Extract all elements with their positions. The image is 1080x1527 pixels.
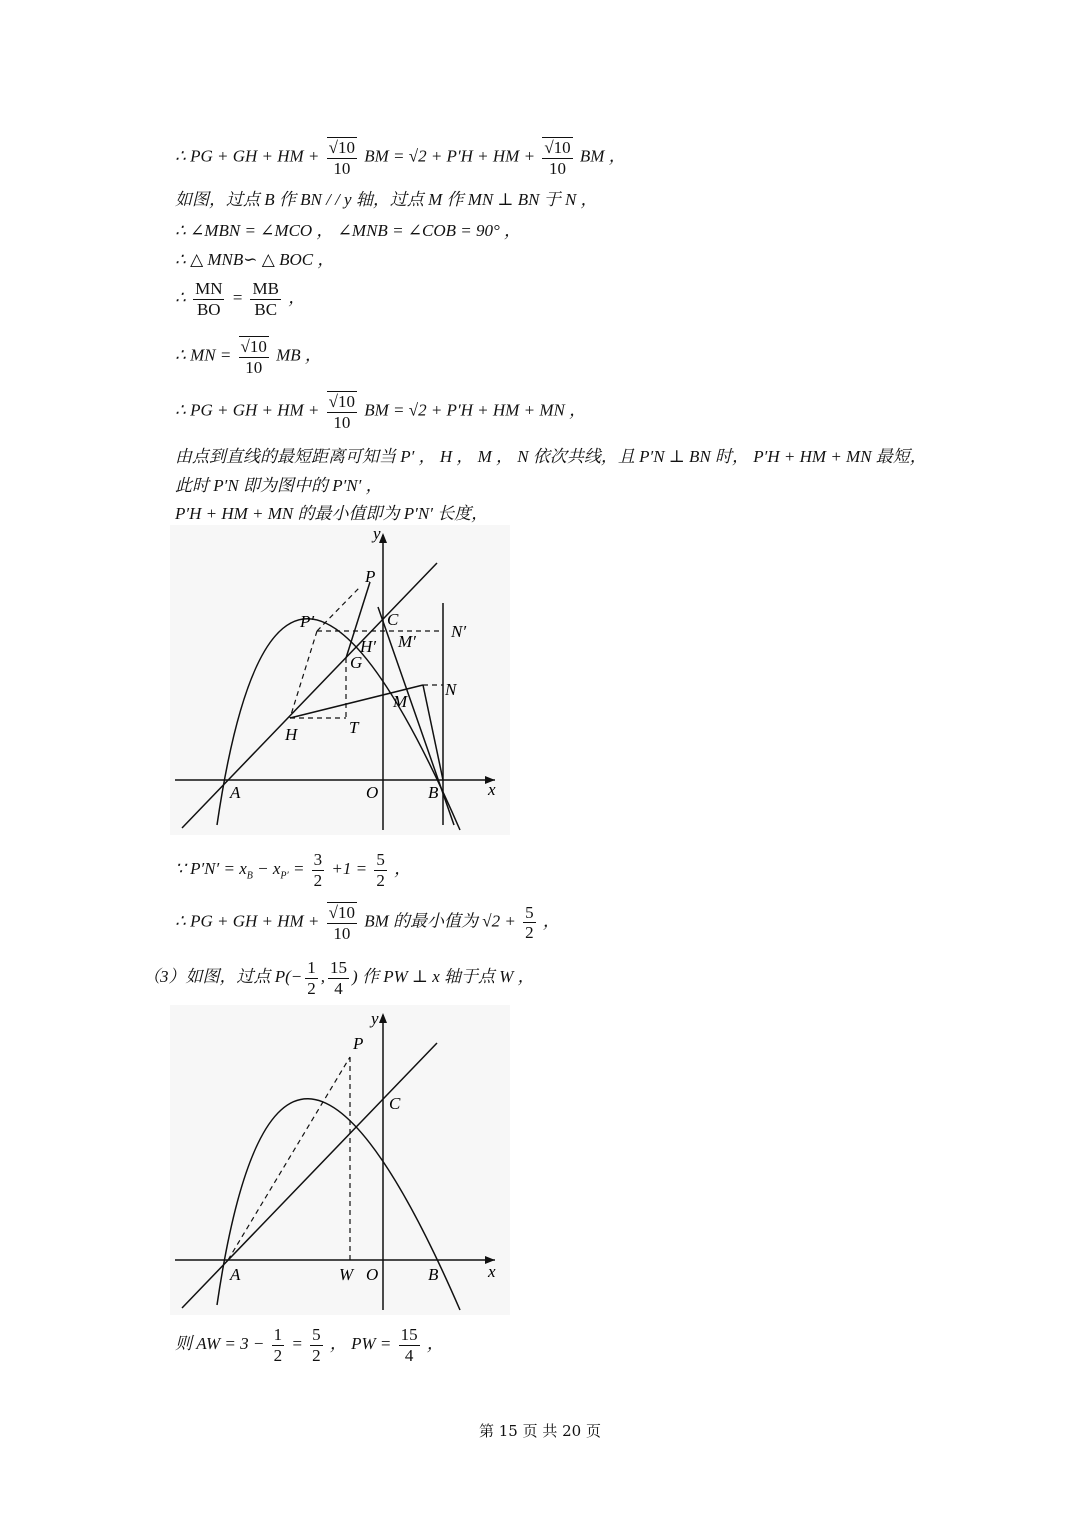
- fraction: [239, 336, 269, 377]
- label-C: C: [387, 610, 399, 629]
- text: ，: [394, 858, 412, 878]
- text: − x: [252, 858, 281, 878]
- denominator: BC: [254, 299, 278, 319]
- text: =: [231, 287, 244, 307]
- line-13: [143, 958, 535, 998]
- line-4: ∴ △ MNB∽ △ BOC ，: [175, 250, 335, 269]
- text: （3）如图，过点 P(−: [143, 966, 303, 986]
- page-footer: 第 15 页 共 20 页: [478, 1422, 601, 1440]
- denominator: 2: [376, 870, 385, 890]
- fraction: [542, 137, 572, 178]
- text: ∴: [175, 287, 186, 307]
- fraction: [305, 958, 318, 998]
- denominator: 10: [333, 158, 351, 178]
- numerator: 5: [376, 850, 385, 869]
- fraction: [250, 279, 280, 319]
- text: BM = √2 + P′H + HM + MN ，: [364, 400, 587, 420]
- line-7: [175, 391, 586, 432]
- figure-1: [170, 525, 510, 835]
- denominator: 10: [245, 357, 263, 377]
- numerator: √10: [328, 138, 355, 157]
- line-12: [175, 902, 560, 943]
- line-8: 由点到直线的最短距离可知当 P′ ， H ， M ， N 依次共线，且 P′N ⊥ BN 时， P′H + HM + MN 最短，: [175, 447, 927, 466]
- label-P: P: [365, 567, 376, 586]
- label-y: y: [371, 1009, 379, 1028]
- label-O: O: [366, 783, 379, 802]
- label-Mprime: M′: [398, 632, 416, 651]
- line-11: [175, 850, 411, 890]
- fraction: [310, 1325, 323, 1365]
- text: BM = √2 + P′H + HM +: [364, 146, 536, 166]
- text: ∴ PG + GH + HM +: [175, 146, 320, 166]
- text: ,: [320, 966, 326, 986]
- numerator: √10: [544, 138, 571, 157]
- text: =: [288, 858, 305, 878]
- fraction: [327, 902, 357, 943]
- text: BM 的最小值为 √2 +: [364, 911, 516, 931]
- label-O: O: [366, 1265, 379, 1284]
- fraction: [399, 1325, 420, 1365]
- label-P: P: [353, 1034, 364, 1053]
- fraction: [327, 137, 357, 178]
- numerator: √10: [240, 337, 267, 356]
- line-10: P′H + HM + MN 的最小值即为 P′N′ 长度，: [175, 504, 489, 523]
- text: ∵ P′N′ = x: [175, 858, 247, 878]
- line-5: [175, 279, 305, 319]
- label-G: G: [350, 653, 363, 672]
- line-3: ∴ ∠MBN = ∠MCO ， ∠MNB = ∠COB = 90° ，: [175, 221, 522, 240]
- fraction: [193, 279, 224, 319]
- denominator: 2: [313, 870, 323, 890]
- label-x: x: [488, 780, 496, 799]
- text: 则 AW = 3 −: [175, 1333, 265, 1353]
- text: ， PW =: [329, 1333, 392, 1353]
- text: ∴ MN =: [175, 345, 232, 365]
- text: ∴ PG + GH + HM +: [175, 400, 320, 420]
- label-Hprime: H′: [360, 637, 376, 656]
- label-N: N: [445, 680, 457, 699]
- label-A: A: [230, 1265, 241, 1284]
- fraction: [272, 1325, 285, 1365]
- denominator: 10: [549, 158, 566, 178]
- numerator: 15: [330, 958, 348, 977]
- fraction: [327, 391, 357, 432]
- fraction: [312, 850, 325, 890]
- denominator: 4: [404, 1345, 414, 1365]
- text: BM ，: [579, 146, 626, 166]
- label-A: A: [230, 783, 241, 802]
- label-M: M: [393, 692, 408, 711]
- denominator: 10: [333, 923, 351, 943]
- text: ，: [426, 1333, 444, 1353]
- numerator: 1: [307, 958, 316, 977]
- text: =: [291, 1333, 303, 1353]
- text: ，: [288, 287, 306, 307]
- denominator: BO: [196, 299, 221, 319]
- label-C: C: [389, 1094, 401, 1113]
- numerator: 5: [312, 1325, 321, 1344]
- fraction: [328, 958, 349, 998]
- label-H: H: [285, 725, 298, 744]
- text: MB ，: [276, 345, 322, 365]
- subscript: B: [246, 870, 253, 882]
- text: +1 =: [331, 858, 368, 878]
- subscript: P′: [280, 870, 289, 882]
- numerator: MN: [195, 279, 223, 298]
- numerator: √10: [328, 903, 355, 922]
- line-6: [175, 336, 322, 377]
- label-B: B: [428, 1265, 439, 1284]
- fraction: [523, 903, 536, 943]
- label-Pprime: P′: [300, 612, 315, 631]
- line-1: [175, 137, 626, 178]
- denominator: 2: [273, 1345, 283, 1365]
- line-9: 此时 P′N 即为图中的 P′N′ ，: [175, 476, 383, 495]
- text: ，: [542, 911, 560, 931]
- denominator: 2: [307, 978, 316, 998]
- numerator: MB: [252, 279, 279, 298]
- text: ) 作 PW ⊥ x 轴于点 W ，: [352, 966, 535, 986]
- numerator: 3: [313, 850, 323, 869]
- numerator: √10: [328, 392, 355, 411]
- label-W: W: [339, 1265, 354, 1284]
- denominator: 2: [312, 1345, 321, 1365]
- numerator: 1: [273, 1325, 283, 1344]
- denominator: 10: [333, 412, 351, 432]
- fraction: [374, 850, 387, 890]
- text: ∴ PG + GH + HM +: [175, 911, 320, 931]
- label-B: B: [428, 783, 439, 802]
- numerator: 5: [525, 902, 534, 922]
- label-Nprime: N′: [451, 622, 467, 641]
- denominator: 4: [334, 978, 343, 998]
- numerator: 15: [400, 1325, 418, 1344]
- figure-2: [170, 1005, 510, 1315]
- label-T: T: [349, 718, 359, 737]
- line-14: [175, 1325, 444, 1365]
- label-x: x: [488, 1262, 496, 1281]
- line-2: 如图，过点 B 作 BN / / y 轴，过点 M 作 MN ⊥ BN 于 N ，: [175, 190, 598, 209]
- denominator: 2: [525, 923, 534, 943]
- label-y: y: [373, 525, 381, 543]
